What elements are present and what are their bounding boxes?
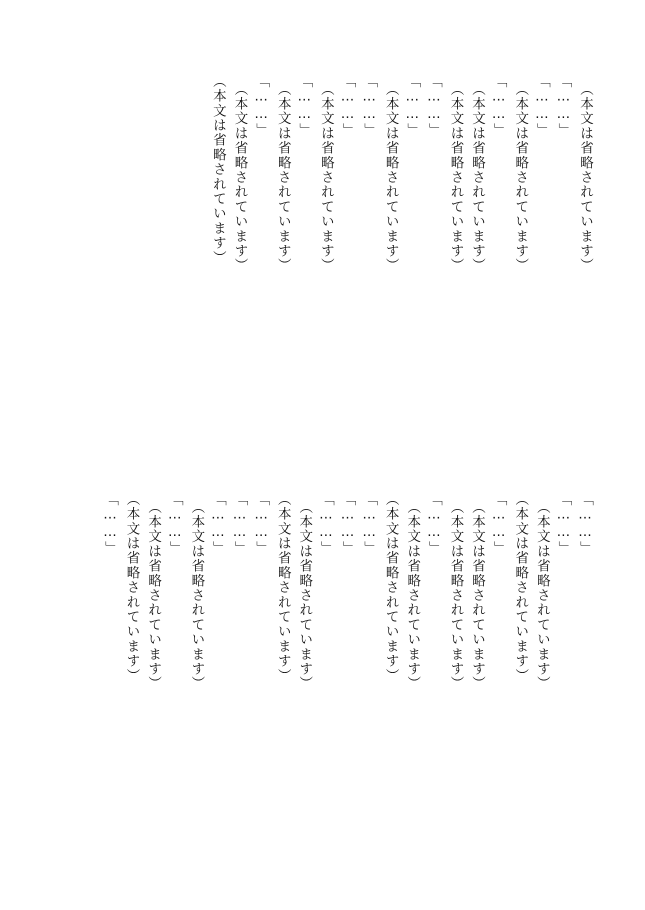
text-column: （本文は省略されています） <box>447 506 464 692</box>
text-column: 「……」 <box>339 74 356 138</box>
text-column: 「……」 <box>101 492 118 556</box>
text-column: （本文は省略されています） <box>145 506 162 692</box>
text-column: （本文は省略されています） <box>469 88 486 274</box>
text-column: （本文は省略されています） <box>577 88 593 274</box>
text-column: （本文は省略されています） <box>404 506 421 692</box>
text-column: 「……」 <box>425 492 442 556</box>
text-column: （本文は省略されています） <box>209 74 226 266</box>
text-column: （本文は省略されています） <box>512 492 529 684</box>
text-column: （本文は省略されています） <box>382 88 399 274</box>
text-column: 「……」 <box>490 492 507 556</box>
text-column: （本文は省略されています） <box>123 492 140 684</box>
text-column: 「……」 <box>361 492 378 556</box>
text-column: （本文は省略されています） <box>512 88 529 274</box>
lower-text-block <box>50 492 595 832</box>
text-column: （本文は省略されています） <box>382 492 399 684</box>
text-column: （本文は省略されています） <box>447 88 464 274</box>
text-column: 「……」 <box>425 74 442 138</box>
upper-text-block <box>50 74 595 414</box>
text-column: 「……」 <box>404 74 421 138</box>
text-column: 「……」 <box>296 74 313 138</box>
text-column: 「……」 <box>490 74 507 138</box>
text-column: （本文は省略されています） <box>274 88 291 274</box>
text-column: （本文は省略されています） <box>469 506 486 692</box>
text-column: 「……」 <box>577 492 593 556</box>
text-column: 「……」 <box>361 74 378 138</box>
text-column: （本文は省略されています） <box>274 492 291 684</box>
text-column: 「……」 <box>209 492 226 556</box>
text-column: 「……」 <box>555 74 572 138</box>
text-column: 「……」 <box>253 74 270 138</box>
text-column: （本文は省略されています） <box>188 506 205 692</box>
text-column: （本文は省略されています） <box>533 506 550 692</box>
text-column: 「……」 <box>555 492 572 556</box>
text-column: 「……」 <box>533 74 550 138</box>
text-column: 「……」 <box>231 492 248 556</box>
text-column: （本文は省略されています） <box>231 88 248 274</box>
text-column: （本文は省略されています） <box>317 88 334 274</box>
text-column: 「……」 <box>253 492 270 556</box>
text-column: 「……」 <box>166 492 183 556</box>
text-column: 「……」 <box>317 492 334 556</box>
text-column: （本文は省略されています） <box>296 506 313 692</box>
text-column: 「……」 <box>339 492 356 556</box>
